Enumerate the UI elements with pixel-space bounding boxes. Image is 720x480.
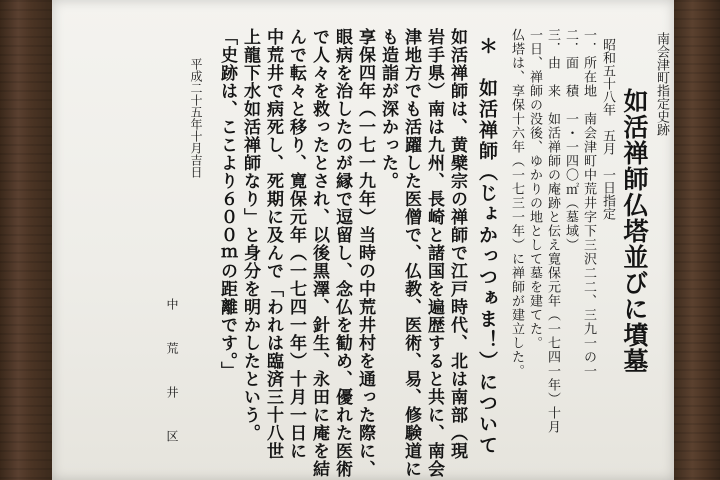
body-line: 中荒井で病死し、死期に及んで「われは臨済三十八世	[263, 28, 283, 460]
body-line: 享保四年（一七一九年）当時の中荒井村を通った際に、	[355, 28, 375, 478]
item-origin: 三．由 来 如活禅師の庵跡と伝え寛保元年（一七四一年）十月	[545, 28, 560, 434]
body-line: んで転々と移り、寛保元年（一七四一年）十月一日に	[286, 28, 306, 460]
section-heading: ＊ 如活禅師（じょかっつぁま！）について	[476, 36, 498, 456]
sign-authority: 南会津町指定史跡	[654, 32, 669, 136]
body-line: 岩手県）南は九州、長崎と諸国を遍歴すると共に、南会	[424, 28, 444, 478]
organization-name: 中 荒 井 区	[165, 298, 179, 452]
body-line: 如活禅師は、黄檗宗の禅師で江戸時代、北は南部（現	[447, 28, 467, 460]
item-area: 二．面 積 一・一四〇㎡（墓域）	[563, 28, 578, 252]
signboard	[52, 0, 674, 480]
sign-title: 如活禅師仏塔並びに墳墓	[620, 88, 649, 374]
wooden-frame-left	[0, 0, 52, 480]
designation-date: 昭和五十八年 五月 一日指定	[600, 38, 615, 220]
body-line: 上龍下水如活禅師なり」と身分を明かしたという。	[240, 28, 260, 442]
body-line: 津地方でも活躍した医僧で、仏教、医術、易、修験道に	[401, 28, 421, 478]
item-location: 一．所在地 南会津町中荒井字下三沢二二、三九一の一	[581, 28, 596, 378]
item-origin-cont-2: 仏塔は、享保十六年（一七三一年）に禅師が建立した。	[509, 28, 524, 378]
item-origin-cont-1: 一日、禅師の没後、ゆかりの地として墓を建てた。	[527, 28, 542, 350]
wooden-frame-right	[674, 0, 720, 480]
body-line: 眼病を治したのが縁で逗留し、念仏を勧め、優れた医術	[332, 28, 352, 478]
distance-note: 「史跡は、ここより６００ｍの距離です。」	[217, 28, 237, 380]
sign-text-columns	[165, 28, 669, 478]
body-line: で人々を救ったとされ、以後黒澤、針生、永田に庵を結	[309, 28, 329, 478]
body-line: も造詣が深かった。	[378, 28, 398, 190]
signed-date: 平成二十五年十月吉日	[189, 58, 203, 178]
